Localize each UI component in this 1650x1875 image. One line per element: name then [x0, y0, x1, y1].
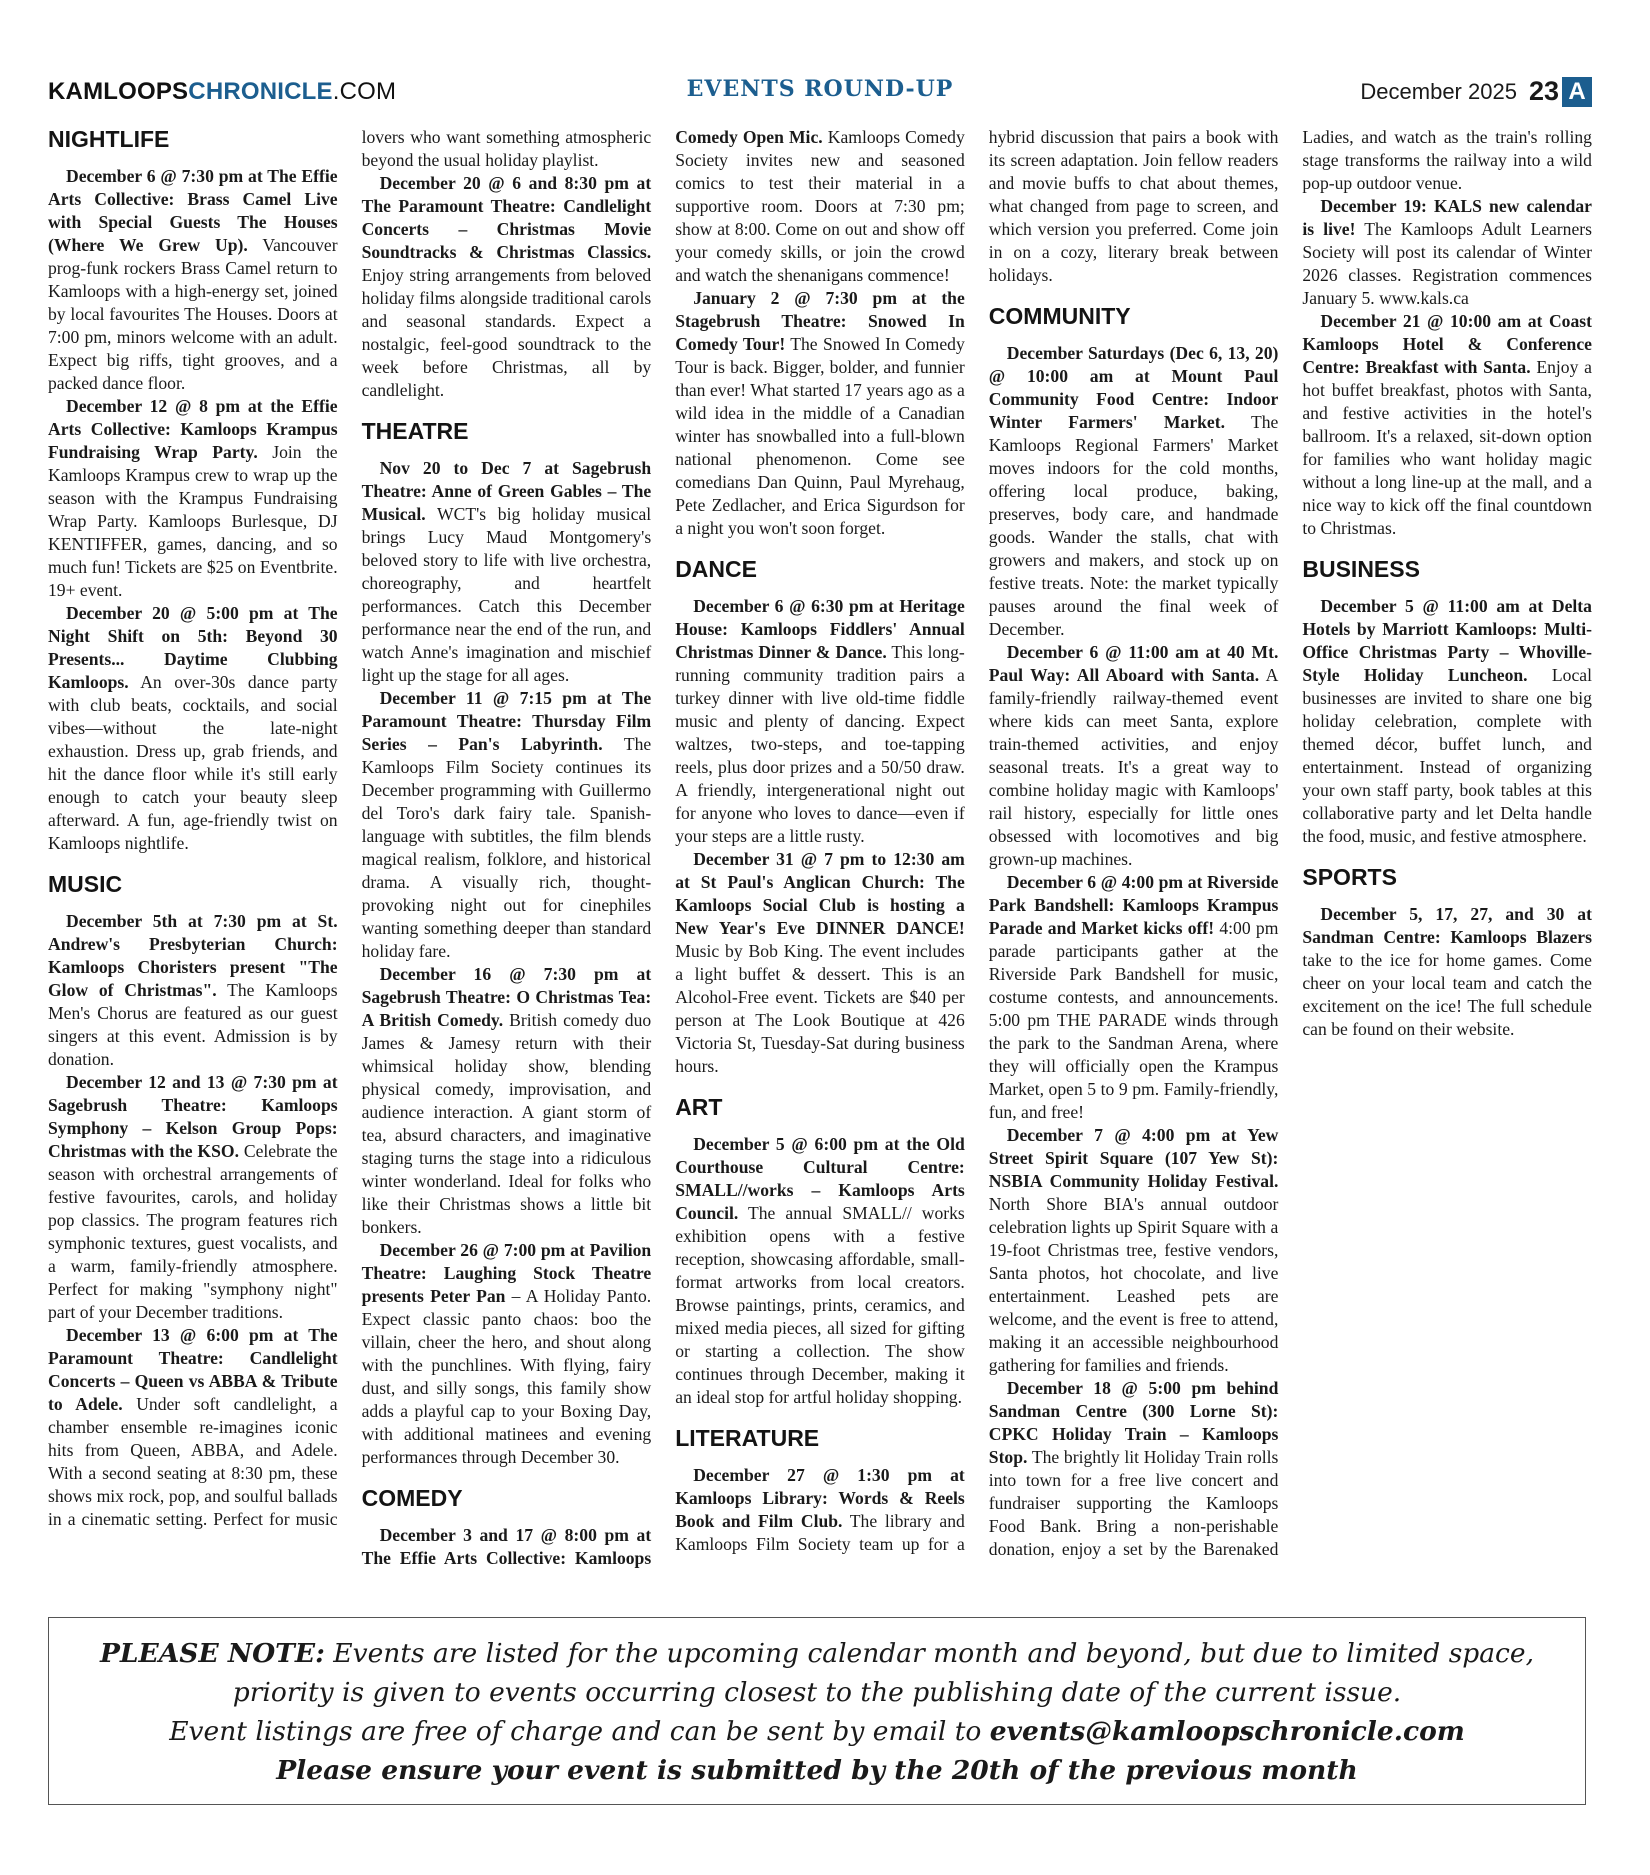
- event-description: A family-friendly railway-themed event where kids can meet Santa, explore train-themed activities, and enjoy seasonal treats. It's a great way to combine holiday magic with Kamloops' rail history, especially for little ones obsessed with locomotives and big grown-up machines.: [988, 665, 1279, 869]
- event-title: December 20 @ 6 and 8:30 pm at The Paramount Theatre: Candlelight Concerts – Christmas Movie Soundtracks & Christmas Classics.: [361, 173, 652, 262]
- event-description: This long-running community tradition pairs a turkey dinner with live old-time fiddle music and plenty of dancing. Expect waltzes, two-steps, and toe-tapping reels, plus door prizes and a 50/50 draw. A friendly, intergenerational night out for anyone who loves to dance—even if your steps are a little rusty.: [675, 642, 965, 846]
- section-spacer: [675, 540, 965, 546]
- submission-notice: [48, 1617, 1586, 1805]
- issue-date: December 2025: [1360, 78, 1517, 104]
- event-listing: [48, 910, 338, 1071]
- category-heading-comedy: COMEDY: [361, 1485, 463, 1511]
- section-spacer: [362, 1469, 652, 1475]
- notice-line-3: Event listings are free of charge and can be sent by email to events@kamloopschronicle.com: [169, 1716, 1465, 1747]
- event-listing: [48, 395, 338, 602]
- page-info: [1360, 76, 1592, 107]
- section-spacer: [989, 287, 1279, 293]
- event-title: December 19: KALS new calendar is live!: [1302, 196, 1592, 239]
- event-listing: [989, 871, 1279, 1124]
- event-title: December 5 @ 6:00 pm at the Old Courthouse Cultural Centre: SMALL//works – Kamloops Arts Council.: [675, 1134, 965, 1223]
- category-heading-literature: LITERATURE: [675, 1425, 820, 1451]
- event-description: The Kamloops Men's Chorus are featured as our guest singers at this event. Admission is by donation.: [48, 980, 338, 1069]
- event-title: Nov 20 to Dec 7 at Sagebrush Theatre: Anne of Green Gables – The Musical.: [361, 458, 652, 524]
- category-heading-sports: SPORTS: [1302, 864, 1397, 890]
- event-description: The library and Kamloops Film Society team up for a hybrid discussion that pairs a book with its screen adaptation. Join fellow readers and movie buffs to chat about themes, what changed from page to screen, and which version you preferred. Come join in on a cozy, literary break between holidays.: [675, 127, 1279, 1554]
- event-description: British comedy duo James & Jamesy return with their whimsical holiday show, blending physical comedy, improvisation, and audience interaction. A giant storm of tea, absurd characters, and imaginative staging turns the stage into a ridiculous winter wonderland. Ideal for folks who like their Christmas shows a little bit bonkers.: [361, 1010, 652, 1237]
- event-title: January 2 @ 7:30 pm at the Stagebrush Theatre: Snowed In Comedy Tour!: [675, 288, 965, 354]
- event-description: Under soft candlelight, a chamber ensemble re-imagines iconic hits from Queen, ABBA, and Adele. With a second seating at 8:30 pm, these shows mix rock, pop, and soulful ballads in a cinematic setting. Perfect for music lovers who want something atmospheric beyond the usual holiday playlist.: [48, 127, 652, 1529]
- event-description: The Kamloops Film Society continues its December programming with Guillermo del Toro's dark fairy tale. Spanish-language with subtitles, the film blends magical realism, folklore, and historical drama. A visually rich, thought-provoking night out for cinephiles wanting something deeper than standard holiday fare.: [361, 734, 652, 961]
- event-listing: [362, 1239, 652, 1469]
- event-description: WCT's big holiday musical brings Lucy Maud Montgomery's beloved story to life with live orchestra, choreography, and heartfelt performances. Catch this December performance near the end of the run, and watch Anne's imagination and mischief light up the stage for all ages.: [361, 504, 652, 685]
- event-title: December 16 @ 7:30 pm at Sagebrush Theatre: O Christmas Tea: A British Comedy.: [361, 964, 652, 1030]
- event-listing: [675, 1133, 965, 1409]
- notice-line-4: Please ensure your event is submitted by the 20th of the previous month: [276, 1755, 1358, 1786]
- event-description: An over-30s dance party with club beats, cocktails, and social vibes—without the late-night exhaustion. Dress up, grab friends, and hit the dance floor while it's still early enough to catch your beauty sleep afterward. A fun, age-friendly twist on Kamloops nightlife.: [48, 672, 338, 853]
- event-title: December 6 @ 6:30 pm at Heritage House: Kamloops Fiddlers' Annual Christmas Dinner & Dance.: [675, 596, 965, 662]
- event-listing: [1302, 195, 1592, 310]
- event-listing: [1302, 595, 1592, 848]
- event-listing: [675, 848, 965, 1078]
- event-title: December 18 @ 5:00 pm behind Sandman Centre (300 Lorne St): CPKC Holiday Train – Kamloops Stop.: [988, 1378, 1279, 1467]
- category-heading-nightlife: NIGHTLIFE: [48, 126, 170, 152]
- publication-logo[interactable]: KAMLOOPSCHRONICLE.COM: [48, 78, 397, 105]
- category-heading-community: COMMUNITY: [988, 303, 1131, 329]
- event-description: North Shore BIA's annual outdoor celebration lights up Spirit Square with a 19-foot Christmas tree, festive vendors, Santa photos, hot chocolate, and live entertainment. Leashed pets are welcome, and the event is free to attend, making it an accessible neighbourhood gathering for families and friends.: [988, 1194, 1279, 1375]
- section-title: EVENTS ROUND-UP: [686, 76, 954, 102]
- event-title: December 12 and 13 @ 7:30 pm at Sagebrush Theatre: Kamloops Symphony – Kelson Group Pops: Christmas with the KSO.: [48, 1072, 338, 1161]
- section-spacer: [675, 1078, 965, 1084]
- section-spacer: [675, 1409, 965, 1415]
- category-heading-dance: DANCE: [675, 556, 757, 582]
- event-listing: [989, 1124, 1279, 1377]
- notice-line-1: PLEASE NOTE: Events are listed for the upcoming calendar month and beyond, but due to limited space,: [99, 1638, 1535, 1669]
- event-description: – A Holiday Panto. Expect classic panto chaos: boo the villain, cheer the hero, and shout along with the punchlines. With flying, fairy dust, and silly songs, this family show adds a playful cap to your Boxing Day, with additional matinees and evening performances through December 30.: [361, 1286, 652, 1467]
- event-listing: [362, 687, 652, 963]
- event-listing: [48, 1071, 338, 1324]
- event-title: December 26 @ 7:00 pm at Pavilion Theatre: Laughing Stock Theatre presents Peter Pan: [361, 1240, 652, 1306]
- event-description: The annual SMALL// works exhibition opens with a festive reception, showcasing affordable, small-format artworks from local creators. Browse paintings, prints, ceramics, and mixed media pieces, all sized for gifting or starting a collection. The show continues through December, making it an ideal stop for artful holiday shopping.: [675, 1203, 965, 1407]
- event-description: Kamloops Comedy Society invites new and seasoned comics to test their material in a supportive room. Doors at 7:30 pm; show at 8:00. Come on out and show off your comedy skills, or join the crowd and watch the shenanigans commence!: [675, 127, 965, 285]
- event-title: December 7 @ 4:00 pm at Yew Street Spirit Square (107 Yew St): NSBIA Community Holiday Festival.: [988, 1125, 1279, 1191]
- event-description: Local businesses are invited to share one big holiday celebration, complete with themed décor, buffet lunch, and entertainment. Instead of organizing your own staff party, book tables at this collaborative party and let Delta handle the food, music, and festive atmosphere.: [1302, 665, 1592, 846]
- event-title: December 5th at 7:30 pm at St. Andrew's Presbyterian Church: Kamloops Choristers present "The Glow of Christmas".: [48, 911, 338, 1000]
- section-spacer: [1302, 540, 1592, 546]
- event-description: Enjoy string arrangements from beloved holiday films alongside traditional carols and seasonal standards. Expect a nostalgic, feel-good soundtrack to the week before Christmas, all by candlelight.: [361, 265, 652, 400]
- event-listing: [362, 457, 652, 687]
- event-description: The Kamloops Regional Farmers' Market moves indoors for the cold months, offering local produce, baking, preserves, body care, and handmade goods. Wander the stalls, chat with growers and makers, and stock up on festive treats. Note: the market typically pauses around the final week of December.: [988, 412, 1279, 639]
- event-description: The brightly lit Holiday Train rolls into town for a free live concert and fundraiser supporting the Kamloops Food Bank. Bring a non-perishable donation, enjoy a set by the Barenaked Ladies, and watch as the train's rolling stage transforms the railway into a wild pop-up outdoor venue.: [988, 127, 1592, 1559]
- category-heading-music: MUSIC: [48, 871, 123, 897]
- event-description: Celebrate the season with orchestral arrangements of festive favourites, carols, and holiday pop classics. The program features rich symphonic textures, guest vocalists, and a warm, family-friendly atmosphere. Perfect for making "symphony night" part of your December traditions.: [48, 1141, 338, 1322]
- event-title: December 3 and 17 @ 8:00 pm at The Effie Arts Collective: Kamloops Comedy Open Mic.: [361, 127, 823, 1568]
- event-description: Vancouver prog-funk rockers Brass Camel return to Kamloops with a high-energy set, joined by local favourites The Houses. Doors at 7:00 pm, minors welcome with an adult. Expect big riffs, tight grooves, and a packed dance floor.: [48, 235, 338, 393]
- event-listing: [989, 641, 1279, 871]
- page-section-letter: A: [1562, 77, 1592, 107]
- event-title: December 31 @ 7 pm to 12:30 am at St Paul's Anglican Church: The Kamloops Social Club is hosting a New Year's Eve DINNER DANCE!: [675, 849, 965, 938]
- event-description: Join the Kamloops Krampus crew to wrap up the season with the Krampus Fundraising Wrap Party. Kamloops Burlesque, DJ KENTIFFER, games, dancing, and so much fun! Tickets are $25 on Eventbrite. 19+ event.: [48, 442, 338, 600]
- event-title: December 6 @ 4:00 pm at Riverside Park Bandshell: Kamloops Krampus Parade and Market kicks off!: [988, 872, 1279, 938]
- notice-label: PLEASE NOTE:: [99, 1638, 325, 1669]
- page-header: [48, 74, 1592, 108]
- event-title: December 5 @ 11:00 am at Delta Hotels by Marriott Kamloops: Multi-Office Christmas Party – Whoville-Style Holiday Luncheon.: [1302, 596, 1592, 685]
- event-listing: [362, 963, 652, 1239]
- event-listing: [1302, 310, 1592, 540]
- category-heading-art: ART: [675, 1094, 723, 1120]
- events-columns: [48, 126, 1592, 1576]
- event-description: The Snowed In Comedy Tour is back. Bigger, bolder, and funnier than ever! What started 17 years ago as a wild idea in the middle of a Canadian winter has snowballed into a full-blown national phenomenon. Come see comedians Dan Quinn, Paul Myrehaug, Pete Zedlacher, and Erica Sigurdson for a night you won't soon forget.: [675, 334, 965, 538]
- event-title: December 21 @ 10:00 am at Coast Kamloops Hotel & Conference Centre: Breakfast with Santa.: [1302, 311, 1592, 377]
- event-listing: [675, 287, 965, 540]
- event-title: December 20 @ 5:00 pm at The Night Shift on 5th: Beyond 30 Presents... Daytime Clubbing Kamloops.: [48, 603, 338, 692]
- event-listing: [48, 165, 338, 395]
- event-description: Enjoy a hot buffet breakfast, photos with Santa, and festive activities in the hotel's ballroom. It's a relaxed, sit-down option for families who want holiday magic without a long line-up at the mall, and a nice way to kick off the final countdown to Christmas.: [1302, 357, 1592, 538]
- event-listing: [48, 602, 338, 855]
- section-spacer: [1302, 1041, 1592, 1047]
- notice-line-2: priority is given to events occurring closest to the publishing date of the current issue.: [232, 1677, 1402, 1708]
- event-listing: [675, 595, 965, 848]
- event-description: 4:00 pm parade participants gather at the Riverside Park Bandshell for music, costume contests, and announcements. 5:00 pm THE PARADE winds through the park to the Sandman Arena, where they will officially open the Krampus Market, open 5 to 9 pm. Family-friendly, fun, and free!: [988, 918, 1279, 1122]
- section-spacer: [1302, 848, 1592, 854]
- event-listing: [1302, 903, 1592, 1041]
- event-title: December 6 @ 7:30 pm at The Effie Arts Collective: Brass Camel Live with Special Guests The Houses (Where We Grew Up).: [48, 166, 338, 255]
- event-title: December 6 @ 11:00 am at 40 Mt. Paul Way: All Aboard with Santa.: [988, 642, 1279, 685]
- section-spacer: [48, 855, 338, 861]
- event-description: The Kamloops Adult Learners Society will post its calendar of Winter 2026 classes. Registration commences January 5. www.kals.ca: [1302, 219, 1592, 308]
- event-description: Music by Bob King. The event includes a light buffet & dessert. This is an Alcohol-Free event. Tickets are $40 per person at The Look Boutique at 426 Victoria St, Tuesday-Sat during business hours.: [675, 941, 965, 1076]
- page-number: 23: [1528, 76, 1559, 106]
- notice-email-link[interactable]: events@kamloopschronicle.com: [989, 1716, 1465, 1747]
- category-heading-business: BUSINESS: [1302, 556, 1420, 582]
- event-title: December Saturdays (Dec 6, 13, 20) @ 10:00 am at Mount Paul Community Food Centre: Indoor Winter Farmers' Market.: [988, 343, 1279, 432]
- section-spacer: [362, 402, 652, 408]
- event-listing: [989, 342, 1279, 641]
- event-description: take to the ice for home games. Come cheer on your local team and catch the excitement on the ice! The full schedule can be found on their website.: [1302, 950, 1592, 1039]
- event-title: December 12 @ 8 pm at the Effie Arts Collective: Kamloops Krampus Fundraising Wrap Party.: [48, 396, 338, 462]
- event-title: December 13 @ 6:00 pm at The Paramount Theatre: Candlelight Concerts – Queen vs ABBA & Tribute to Adele.: [48, 1325, 338, 1414]
- event-title: December 5, 17, 27, and 30 at Sandman Centre: Kamloops Blazers: [1302, 904, 1592, 947]
- category-heading-theatre: THEATRE: [361, 418, 469, 444]
- event-title: December 11 @ 7:15 pm at The Paramount Theatre: Thursday Film Series – Pan's Labyrinth.: [361, 688, 652, 754]
- event-title: December 27 @ 1:30 pm at Kamloops Library: Words & Reels Book and Film Club.: [675, 1465, 965, 1531]
- event-listing: [362, 172, 652, 402]
